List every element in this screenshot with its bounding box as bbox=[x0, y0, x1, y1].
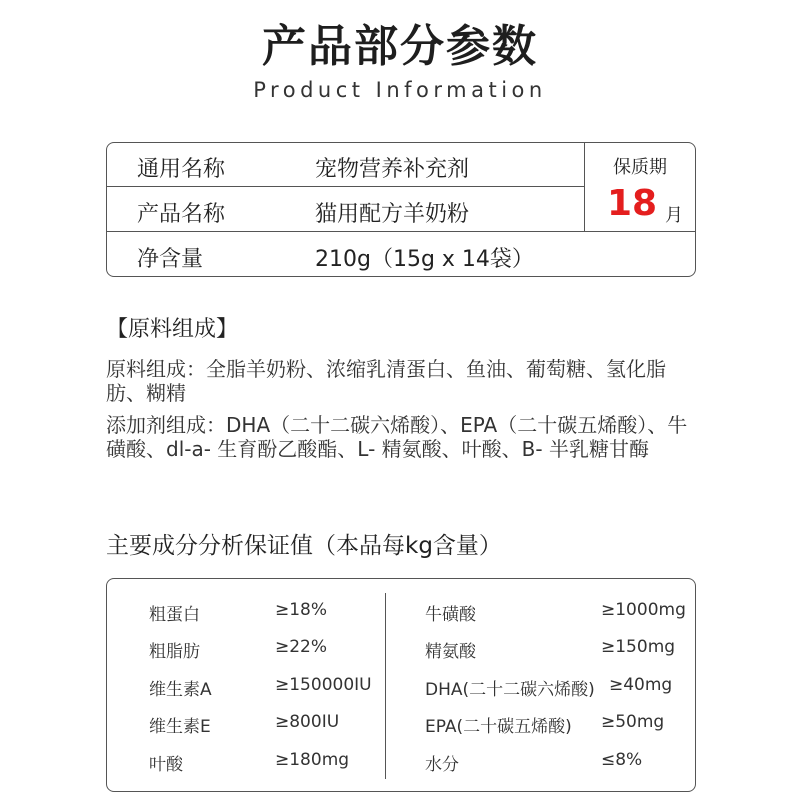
analysis-heading: 主要成分分析保证值（本品每kg含量） bbox=[106, 533, 502, 559]
analysis-value: ≥180mg bbox=[275, 750, 350, 770]
analysis-name: 牛磺酸 bbox=[425, 605, 476, 625]
page-subtitle: Product Information bbox=[253, 78, 547, 102]
analysis-value: ≥1000mg bbox=[601, 600, 686, 620]
analysis-table bbox=[106, 578, 696, 792]
info-value: 宠物营养补充剂 bbox=[315, 157, 470, 182]
info-label: 净含量 bbox=[137, 247, 204, 272]
raw-materials-text: 原料组成：全脂羊奶粉、浓缩乳清蛋白、鱼油、葡萄糖、氢化脂肪、糊精 bbox=[106, 357, 666, 405]
analysis-value: ≥150000IU bbox=[275, 675, 372, 695]
ingredients-heading: 【原料组成】 bbox=[106, 317, 239, 342]
analysis-value: ≥800IU bbox=[275, 712, 340, 732]
info-row-net-weight bbox=[107, 233, 695, 278]
shelf-life-label: 保质期 bbox=[613, 157, 667, 178]
analysis-name: 维生素E bbox=[149, 717, 211, 737]
shelf-life-unit: 月 bbox=[665, 205, 683, 226]
column-divider bbox=[385, 593, 386, 779]
shelf-life-number: 18 bbox=[607, 183, 658, 224]
analysis-name: 叶酸 bbox=[149, 755, 183, 775]
additives-text: 添加剂组成：DHA（二十二碳六烯酸）、EPA（二十碳五烯酸）、牛磺酸、dl-a- 生育酚乙酸酯、L- 精氨酸、叶酸、B- 半乳糖甘酶 bbox=[106, 413, 688, 461]
analysis-value: ≥18% bbox=[275, 600, 328, 620]
analysis-name: 维生素A bbox=[149, 680, 212, 700]
info-label: 产品名称 bbox=[137, 202, 226, 227]
analysis-name: EPA(二十碳五烯酸) bbox=[425, 717, 572, 737]
product-info-table bbox=[106, 142, 696, 277]
analysis-name: DHA(二十二碳六烯酸) bbox=[425, 680, 595, 700]
row-divider bbox=[107, 186, 584, 187]
info-label: 通用名称 bbox=[137, 157, 226, 182]
analysis-name: 水分 bbox=[425, 755, 459, 775]
row-divider bbox=[107, 231, 695, 232]
analysis-value: ≥50mg bbox=[601, 712, 665, 732]
analysis-value: ≥150mg bbox=[601, 637, 676, 657]
page-title: 产品部分参数 bbox=[262, 21, 538, 72]
analysis-name: 精氨酸 bbox=[425, 642, 476, 662]
analysis-name: 粗蛋白 bbox=[149, 605, 200, 625]
info-value: 猫用配方羊奶粉 bbox=[315, 202, 470, 227]
analysis-value: ≤8% bbox=[601, 750, 643, 770]
analysis-value: ≥40mg bbox=[609, 675, 673, 695]
info-value: 210g（15g x 14袋） bbox=[315, 247, 534, 272]
analysis-value: ≥22% bbox=[275, 637, 328, 657]
analysis-name: 粗脂肪 bbox=[149, 642, 200, 662]
